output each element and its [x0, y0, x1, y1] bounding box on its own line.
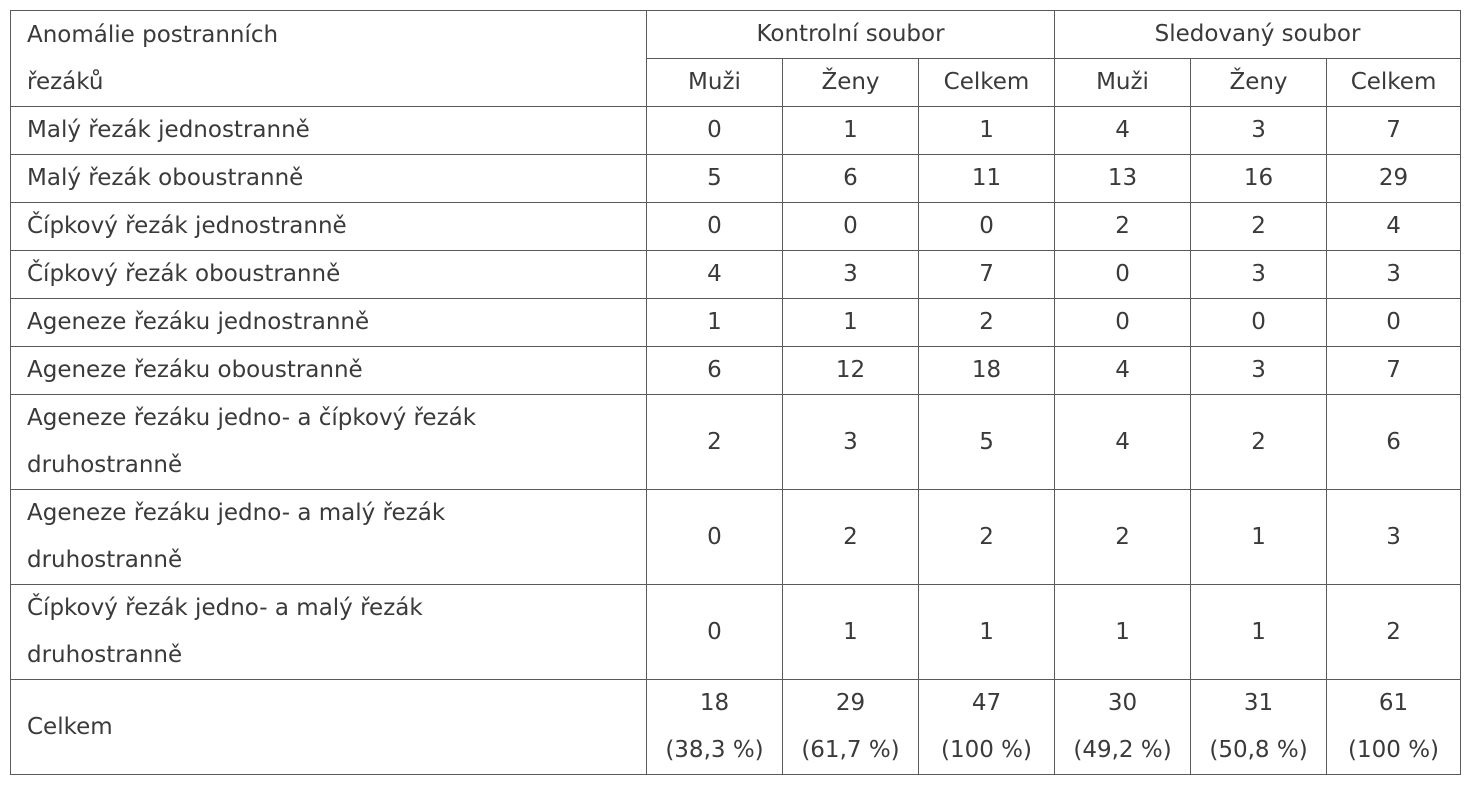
cell-value: 2 — [919, 299, 1055, 347]
cell-value: 0 — [1055, 251, 1191, 299]
row-label-line2: druhostranně — [27, 547, 183, 573]
cell-value: 1 — [1191, 585, 1327, 680]
row-label: Čípkový řezák jednostranně — [11, 203, 647, 251]
cell-value: 3 — [1191, 107, 1327, 155]
row-label-line1: Ageneze řezáku jedno- a malý řezák — [27, 500, 446, 526]
total-percent: (100 %) — [1348, 737, 1440, 763]
cell-value: 0 — [647, 585, 783, 680]
cell-value: 0 — [647, 107, 783, 155]
cell-value: 0 — [919, 203, 1055, 251]
cell-value: 0 — [1327, 299, 1461, 347]
cell-value: 0 — [1055, 299, 1191, 347]
cell-value: 18 — [919, 347, 1055, 395]
cell-value: 2 — [1327, 585, 1461, 680]
cell-value: 4 — [1327, 203, 1461, 251]
table-row — [11, 490, 1461, 585]
cell-value: 2 — [783, 490, 919, 585]
cell-value: 0 — [783, 203, 919, 251]
total-count: 30 — [1107, 690, 1138, 716]
cell-value: 1 — [1191, 490, 1327, 585]
cell-value: 3 — [1191, 347, 1327, 395]
cell-value: 1 — [783, 585, 919, 680]
cell-value: 0 — [647, 203, 783, 251]
cell-value: 7 — [1327, 107, 1461, 155]
row-label: Čípkový řezák oboustranně — [11, 251, 647, 299]
row-label: Malý řezák oboustranně — [11, 155, 647, 203]
subheader-study-total: Celkem — [1327, 59, 1461, 107]
cell-value: 6 — [783, 155, 919, 203]
row-label — [11, 585, 647, 680]
table-row — [11, 203, 1461, 251]
cell-value: 6 — [647, 347, 783, 395]
cell-value: 29 — [1327, 155, 1461, 203]
cell-value: 2 — [1055, 203, 1191, 251]
cell-value: 3 — [1327, 251, 1461, 299]
group-header-control: Kontrolní soubor — [647, 11, 1055, 59]
cell-value: 2 — [1191, 395, 1327, 490]
subheader-study-women: Ženy — [1191, 59, 1327, 107]
subheader-control-men: Muži — [647, 59, 783, 107]
cell-value: 2 — [919, 490, 1055, 585]
total-cell — [1191, 680, 1327, 775]
cell-value: 7 — [919, 251, 1055, 299]
cell-value: 1 — [919, 107, 1055, 155]
subheader-study-men: Muži — [1055, 59, 1191, 107]
total-percent: (49,2 %) — [1073, 737, 1172, 763]
cell-value: 16 — [1191, 155, 1327, 203]
cell-value: 1 — [1055, 585, 1191, 680]
row-label-line2: druhostranně — [27, 452, 183, 478]
cell-value: 7 — [1327, 347, 1461, 395]
total-cell — [1327, 680, 1461, 775]
cell-value: 1 — [919, 585, 1055, 680]
total-count: 47 — [971, 690, 1002, 716]
cell-value: 1 — [647, 299, 783, 347]
total-percent: (38,3 %) — [665, 737, 764, 763]
group-header-study: Sledovaný soubor — [1055, 11, 1461, 59]
cell-value: 13 — [1055, 155, 1191, 203]
cell-value: 12 — [783, 347, 919, 395]
total-count: 18 — [699, 690, 730, 716]
cell-value: 6 — [1327, 395, 1461, 490]
total-row — [11, 680, 1461, 775]
row-label-line1: Čípkový řezák jedno- a malý řezák — [27, 595, 423, 621]
row-header — [11, 11, 647, 107]
row-header-line1: Anomálie postranních — [27, 21, 279, 48]
cell-value: 1 — [783, 107, 919, 155]
total-count: 31 — [1243, 690, 1274, 716]
cell-value: 3 — [783, 395, 919, 490]
total-cell — [783, 680, 919, 775]
row-header-line2: řezáků — [27, 68, 104, 95]
table-row — [11, 299, 1461, 347]
row-label: Ageneze řezáku oboustranně — [11, 347, 647, 395]
cell-value: 3 — [1191, 251, 1327, 299]
table-row — [11, 395, 1461, 490]
cell-value: 4 — [647, 251, 783, 299]
row-label: Ageneze řezáku jednostranně — [11, 299, 647, 347]
cell-value: 5 — [647, 155, 783, 203]
cell-value: 0 — [1191, 299, 1327, 347]
table-row — [11, 251, 1461, 299]
row-label-line1: Ageneze řezáku jedno- a čípkový řezák — [27, 405, 477, 431]
row-label — [11, 395, 647, 490]
row-label: Malý řezák jednostranně — [11, 107, 647, 155]
cell-value: 2 — [1191, 203, 1327, 251]
subheader-control-total: Celkem — [919, 59, 1055, 107]
table-row — [11, 347, 1461, 395]
cell-value: 11 — [919, 155, 1055, 203]
total-cell — [1055, 680, 1191, 775]
cell-value: 4 — [1055, 395, 1191, 490]
total-label: Celkem — [11, 680, 647, 775]
subheader-control-women: Ženy — [783, 59, 919, 107]
table-row — [11, 155, 1461, 203]
total-percent: (50,8 %) — [1209, 737, 1308, 763]
row-label — [11, 490, 647, 585]
total-percent: (61,7 %) — [801, 737, 900, 763]
cell-value: 3 — [1327, 490, 1461, 585]
total-percent: (100 %) — [941, 737, 1033, 763]
cell-value: 3 — [783, 251, 919, 299]
row-label-line2: druhostranně — [27, 642, 183, 668]
table-row — [11, 585, 1461, 680]
cell-value: 5 — [919, 395, 1055, 490]
total-count: 29 — [835, 690, 866, 716]
table-row — [11, 107, 1461, 155]
cell-value: 4 — [1055, 107, 1191, 155]
cell-value: 0 — [647, 490, 783, 585]
cell-value: 2 — [1055, 490, 1191, 585]
anomalies-table — [10, 10, 1461, 775]
total-cell — [919, 680, 1055, 775]
cell-value: 4 — [1055, 347, 1191, 395]
total-cell — [647, 680, 783, 775]
cell-value: 2 — [647, 395, 783, 490]
cell-value: 1 — [783, 299, 919, 347]
total-count: 61 — [1378, 690, 1409, 716]
